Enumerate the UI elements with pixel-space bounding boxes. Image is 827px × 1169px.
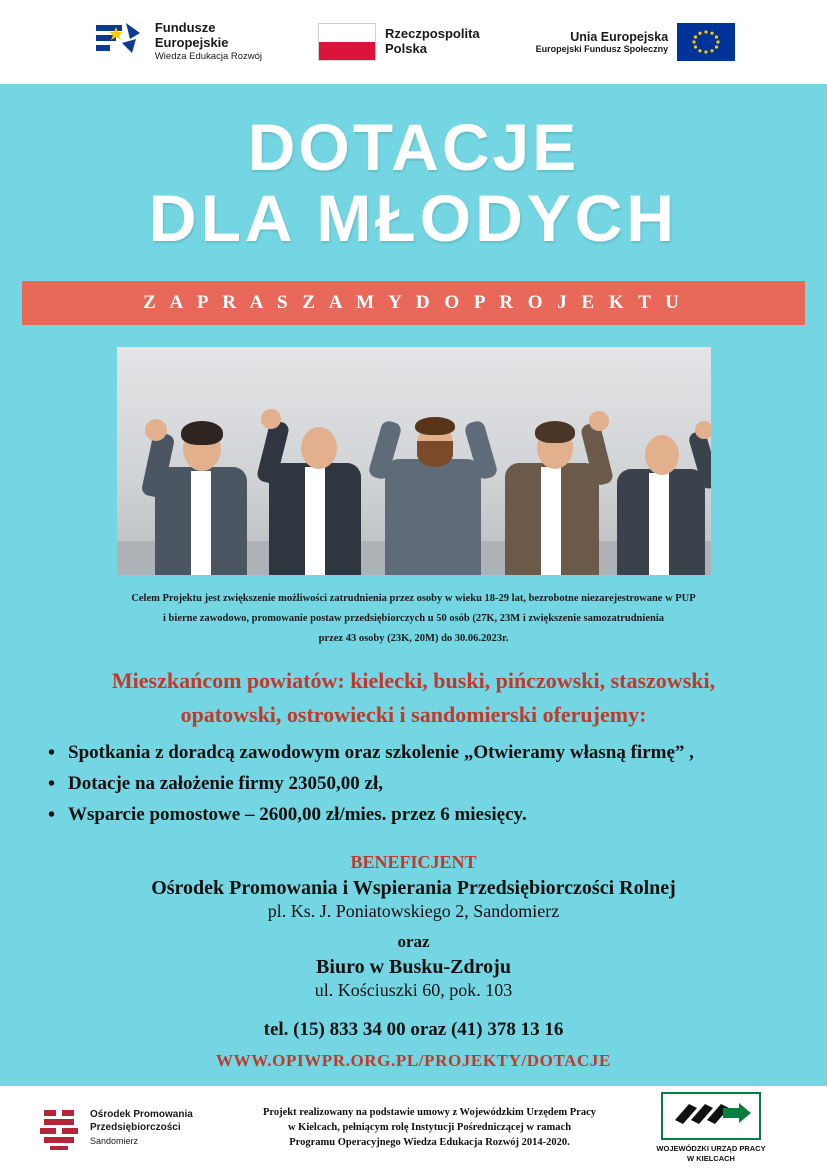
beneficiary-label: BENEFICJENT bbox=[350, 852, 477, 873]
footer-note-line-3: Programu Operacyjnego Wiedza Edukacja Rozwój 2014-2020. bbox=[289, 1137, 570, 1149]
poster-body bbox=[0, 84, 827, 1086]
eu-flag-icon bbox=[677, 23, 735, 61]
footer-note-line-1: Projekt realizowany na podstawie umowy z Wojewódzkim Urzędem Pracy bbox=[262, 1106, 597, 1118]
office-address: ul. Kościuszki 60, pok. 103 bbox=[314, 980, 513, 1001]
footer-org-text bbox=[90, 1109, 193, 1146]
goal-line-1: Celem Projektu jest zwiększenie możliwości zatrudnienia przez osoby w wieku 18-29 lat, bezrobotne niezarejestrowane w PUP bbox=[131, 592, 696, 604]
polish-flag-icon bbox=[318, 23, 376, 61]
photo-person-3 bbox=[373, 379, 493, 575]
p1-shirt bbox=[191, 471, 211, 575]
poster-footer bbox=[0, 1086, 827, 1169]
rp-text bbox=[385, 27, 480, 57]
list-item: • Dotacje na założenie firmy 23050,00 zł, bbox=[48, 769, 827, 800]
contact-phone[interactable]: tel. (15) 833 34 00 oraz (41) 378 13 16 bbox=[263, 1019, 564, 1041]
fundusze-europejskie-icon bbox=[92, 19, 146, 65]
offer-list bbox=[48, 738, 827, 830]
footer-org-line2: Przedsiębiorczości bbox=[90, 1121, 181, 1133]
footer-note-line-2: w Kielcach, pełniącym rolę Instytucji Pośredniczącej w ramach bbox=[287, 1121, 572, 1133]
fe-line1: Fundusze bbox=[154, 20, 216, 36]
p5-fist bbox=[695, 421, 711, 439]
opiwpr-logo-svg bbox=[38, 1106, 80, 1150]
logo-rzeczpospolita-polska bbox=[318, 23, 480, 61]
p5-head bbox=[645, 435, 679, 475]
ue-line1: Unia Europejska bbox=[570, 29, 669, 44]
goal-line-2: i bierne zawodowo, promowanie postaw przedsiębiorczych u 50 osób (27K, 23M i zwiększenie samozatrudnienia bbox=[163, 613, 664, 624]
footer-org-line1: Ośrodek Promowania bbox=[90, 1109, 193, 1120]
fe-line3: Wiedza Edukacja Rozwój bbox=[154, 50, 263, 62]
wup-logo-svg bbox=[665, 1094, 757, 1134]
p2-head bbox=[301, 427, 337, 469]
p4-fist bbox=[589, 411, 609, 431]
p4-hair bbox=[535, 421, 575, 443]
wup-caption-line1: WOJEWÓDZKI URZĄD PRACY bbox=[656, 1143, 766, 1153]
logo-unia-europejska bbox=[536, 23, 736, 61]
invite-banner-text: Z A P R A S Z A M Y D O P R O J E K T U bbox=[143, 291, 684, 313]
logo-fundusze-europejskie bbox=[92, 19, 262, 65]
p3-hair bbox=[415, 417, 455, 435]
photo-person-5 bbox=[609, 399, 711, 575]
p5-blouse bbox=[649, 473, 669, 575]
p3-sweater bbox=[385, 459, 481, 575]
footer-note bbox=[238, 1105, 621, 1151]
beneficiary-name: Ośrodek Promowania i Wspierania Przedsiębiorczości Rolnej bbox=[151, 877, 676, 900]
rp-line1: Rzeczpospolita bbox=[385, 26, 480, 42]
office-name: Biuro w Busku-Zdroju bbox=[316, 956, 511, 979]
project-goal-paragraph bbox=[44, 589, 783, 650]
wup-logo-icon bbox=[661, 1092, 761, 1140]
fundusze-europejskie-text bbox=[155, 21, 262, 63]
eu-flag-svg bbox=[677, 23, 735, 61]
invite-banner bbox=[22, 281, 805, 325]
page-title bbox=[0, 112, 827, 255]
fe-line2: Europejskie bbox=[154, 35, 229, 51]
districts-line-1: Mieszkańcom powiatów: kielecki, buski, pińczowski, staszowski, bbox=[111, 667, 716, 693]
title-line-2: DLA MŁODYCH bbox=[148, 181, 679, 256]
title-line-1: DOTACJE bbox=[247, 110, 580, 184]
project-website-link[interactable]: WWW.OPIWPR.ORG.PL/PROJEKTY/DOTACJE bbox=[216, 1051, 611, 1071]
p2-fist bbox=[261, 409, 281, 429]
p3-beard bbox=[417, 441, 453, 467]
wup-caption-line2: W KIELCACH bbox=[687, 1153, 735, 1163]
photo-person-2 bbox=[257, 385, 373, 575]
list-item: • Spotkania z doradcą zawodowym oraz szkolenie „Otwieramy własną firmę” , bbox=[48, 738, 827, 769]
beneficiary-address: pl. Ks. J. Poniatowskiego 2, Sandomierz bbox=[267, 901, 560, 922]
p1-hair bbox=[181, 421, 223, 445]
ue-line2: Europejski Fundusz Społeczny bbox=[535, 44, 669, 55]
rp-line2: Polska bbox=[385, 41, 427, 56]
footer-wup-logo bbox=[621, 1092, 801, 1164]
photo-person-1 bbox=[145, 395, 255, 575]
target-districts bbox=[36, 664, 791, 732]
goal-line-3: przez 43 osoby (23K, 20M) do 30.06.2023r. bbox=[318, 633, 509, 645]
p4-shirt bbox=[541, 467, 561, 575]
team-photo bbox=[117, 347, 711, 575]
p1-fist bbox=[145, 419, 167, 441]
list-item: • Wsparcie pomostowe – 2600,00 zł/mies. przez 6 miesięcy. bbox=[48, 800, 827, 831]
ue-text bbox=[536, 30, 669, 55]
opiwpr-logo-icon bbox=[38, 1106, 80, 1150]
p2-blouse bbox=[305, 467, 325, 575]
footer-org-line3: Sandomierz bbox=[90, 1136, 139, 1146]
fe-logo-svg bbox=[92, 19, 146, 65]
photo-person-4 bbox=[493, 389, 611, 575]
districts-line-2: opatowski, ostrowiecki i sandomierski oferujemy: bbox=[180, 702, 647, 728]
eu-funding-logo-strip bbox=[0, 0, 827, 84]
wup-caption bbox=[621, 1144, 801, 1164]
footer-organization bbox=[38, 1106, 238, 1150]
beneficiary-conjunction: oraz bbox=[397, 932, 430, 952]
